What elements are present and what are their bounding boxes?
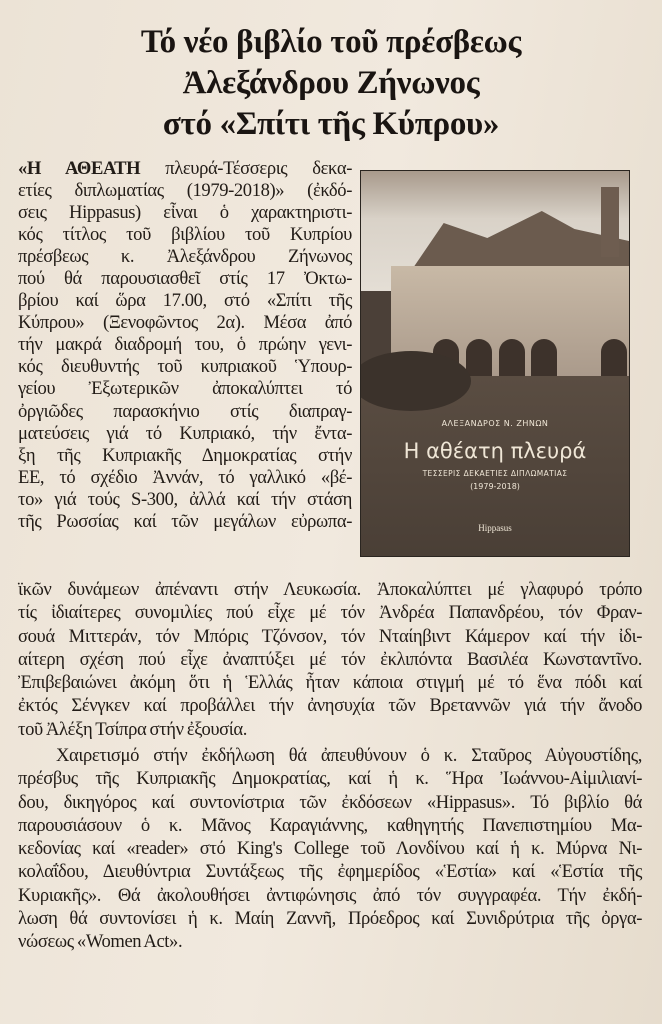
text-line: ἐκτός Σένγκεν καί προβάλλει τήν ἀνησυχία τῶν Βρεταννῶν γιά τήν ἄνοδο — [18, 695, 642, 717]
text-line: Ἐπιβεβαιώνει ἀκόμη ὅτι ἡ Ἑλλάς ἦταν κάποια στιγμή μέ τό ἕνα πόδι καί — [18, 672, 642, 694]
text-line: τήν μακρά διαδρομή του, ὁ πρώην γενι- — [18, 334, 352, 356]
text-line: βρίου καί ὥρα 17.00, στό «Σπίτι τῆς — [18, 290, 352, 312]
headline-line: στό «Σπίτι τῆς Κύπρου» — [162, 106, 500, 142]
text-line: κεδονίας καί «reader» στό King's College τοῦ Λονδίνου καί ἡ κ. Μύρνα Νι- — [18, 838, 642, 860]
text-line: ετίες διπλωματίας (1979-2018)» (ἐκδό- — [18, 180, 352, 202]
text-line: «Η ΑΘΕΑΤΗ πλευρά-Τέσσερις δεκα- — [18, 158, 352, 179]
article-paragraph-1 — [18, 578, 642, 741]
lead-in: «Η ΑΘΕΑΤΗ — [18, 158, 141, 179]
text-line: γείου Ἐξωτερικῶν ἀποκαλύπτει τό — [18, 378, 352, 400]
text-line: πού θά παρουσιασθεῖ στίς 17 Ὀκτω- — [18, 268, 352, 290]
text-line: κός τίτλος τοῦ βιβλίου τοῦ Κυπρίου — [18, 224, 352, 246]
text-line: κολαΐδου, Διευθύντρια Συντάξεως τῆς ἐφημερίδος «Ἑστία» καί «Ἑστία τῆς — [18, 861, 642, 883]
cover-publisher: Hippasus — [478, 523, 512, 533]
text-line: αίτερη σχέση πού εἶχε ἀναπτύξει μέ τόν ἐκλιπόντα Βασιλέα Κωνσταντῖνο. — [18, 648, 642, 670]
text-line: ὀργιῶδες παρασκήνιο στίς διαπραγ- — [18, 400, 352, 422]
text-line: τίς ἰδιαίτερες συνομιλίες πού εἶχε μέ τόν Ἀνδρέα Παπανδρέου, τόν Φραν- — [18, 602, 642, 624]
cover-title: Η αθέατη πλευρά — [403, 439, 587, 463]
headline-line: Ἀλεξάνδρου Ζήνωνος — [182, 65, 480, 101]
text-line: σουά Μιττεράν, τόν Μπόρις Τζόνσον, τόν Νταίηβιντ Κάμερον καί τήν ἰδι- — [18, 625, 642, 647]
text-line: κός διευθυντής τοῦ κυπριακοῦ Ὑπουρ- — [18, 356, 352, 378]
cover-subtitle: ΤΕΣΣΕΡΙΣ ΔΕΚΑΕΤΙΕΣ ΔΙΠΛΩΜΑΤΙΑΣ — [422, 469, 568, 478]
text-line: ΕΕ, τό σχέδιο Ἀννάν, τό γαλλικό «βέ- — [18, 466, 352, 488]
cover-chimney — [601, 187, 619, 257]
cover-author: ΑΛΕΞΑΝΔΡΟΣ Ν. ΖΗΝΩΝ — [441, 419, 549, 428]
text-line: πρέσβεως κ. Ἀλεξάνδρου Ζήνωνος — [18, 246, 352, 268]
text-line: ματεύσεις γιά τό Κυπριακό, τήν ἔντα- — [18, 422, 352, 444]
book-cover-image — [360, 170, 630, 557]
text-line: Κύπρου» (Ξενοφῶντος 2α). Μέσα ἀπό — [18, 312, 352, 334]
text-line: ϊκῶν δυνάμεων ἀπέναντι στήν Λευκωσία. Ἀποκαλύπτει μέ γλαφυρό τρόπο — [18, 579, 642, 600]
text-line: το» γιά τούς S-300, ἀλλά καί τήν στάση — [18, 488, 352, 510]
headline-line: Τό νέο βιβλίο τοῦ πρέσβεως — [140, 24, 522, 60]
text-line: τῆς Ρωσσίας καί τῶν μεγάλων εὐρωπα- — [18, 510, 352, 532]
text-line: ξη τῆς Κυπριακῆς Δημοκρατίας στήν — [18, 444, 352, 466]
text-line: δου, δικηγόρος καί συντονίστρια τῶν ἐκδόσεων «Hippasus». Τό βιβλίο θά — [18, 791, 642, 813]
text-line: Κυριακῆς». Θά ἀκολουθήσει ἀντιφώνησις ἀπό τόν συγγραφέα. Τήν ἐκδή- — [18, 884, 642, 906]
text-line: σεις Hippasus) εἶναι ὁ χαρακτηριστι- — [18, 202, 352, 224]
article-headline — [0, 22, 662, 145]
text-line: τοῦ Ἀλέξη Τσίπρα στήν ἐξουσία. — [18, 718, 247, 740]
text-line: Χαιρετισμό στήν ἐκδήλωση θά ἀπευθύνουν ὁ κ. Σταῦρος Αὐγουστίδης, — [56, 745, 642, 766]
text-line: νώσεως «Women Act». — [18, 931, 183, 953]
text-line: λωση θά συντονίσει ἡ κ. Μαίη Ζαννῆ, Πρόεδρος καί Συνιδρύτρια τῆς ὀργα- — [18, 908, 642, 930]
text-line: παρουσιάσουν ὁ κ. Μᾶνος Καραγιάννης, καθηγητής Πανεπιστημίου Μα- — [18, 814, 642, 836]
cover-years: (1979-2018) — [470, 482, 520, 491]
article-column — [18, 158, 352, 533]
article-paragraph-2 — [18, 744, 642, 954]
text-line: πρέσβυς τῆς Κυπριακῆς Δημοκρατίας, καί ἡ κ. Ἥρα Ἰωάννου-Αἰμιλιανί- — [18, 768, 642, 790]
